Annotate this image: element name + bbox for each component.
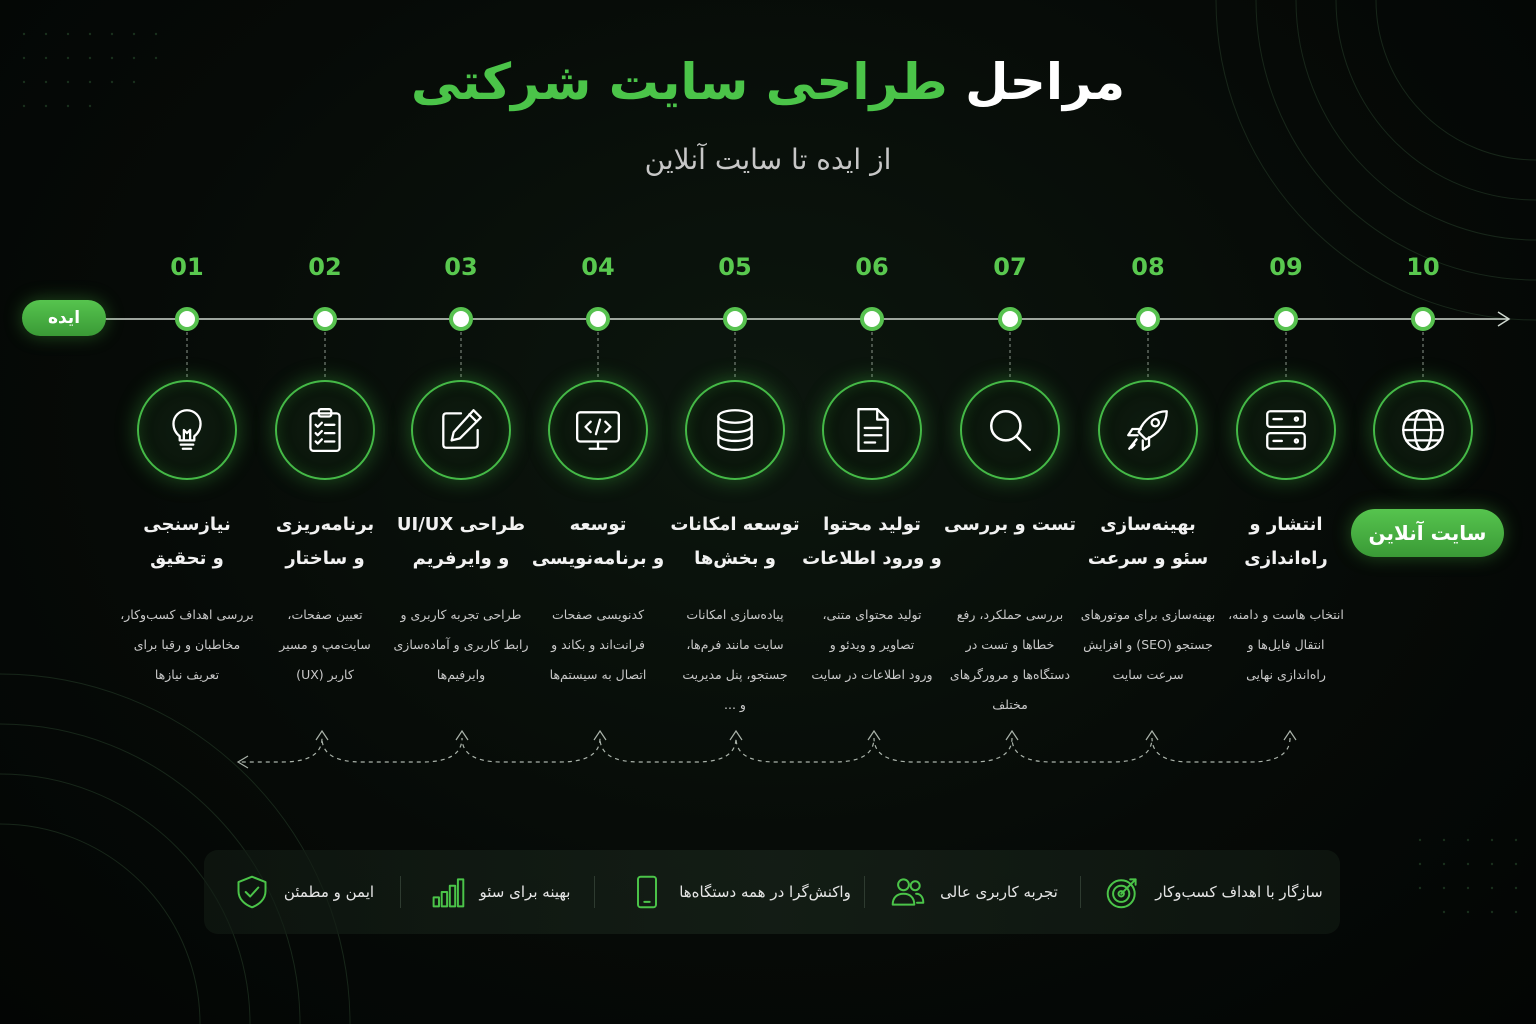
- step-icon-circle: [411, 380, 511, 480]
- step-description: تولید محتوای متنی، تصاویر و ویدئو و ورود اطلاعات در سایت: [811, 607, 933, 682]
- step-title: توسعه و برنامه‌نویسی: [531, 514, 665, 569]
- step-title: تست و بررسی: [943, 514, 1077, 535]
- step-title: نیازسنجی و تحقیق: [143, 514, 231, 569]
- benefit-item: [204, 850, 404, 934]
- target-icon: [1105, 874, 1141, 910]
- clipboard-icon: [300, 405, 350, 455]
- step-title: بهینه‌سازی سئو و سرعت: [1087, 514, 1209, 569]
- shield-check-icon: [234, 874, 270, 910]
- code-monitor-icon: [573, 405, 623, 455]
- step-icon-circle: [960, 380, 1060, 480]
- step-number: 04: [581, 253, 615, 281]
- benefit-separator: [864, 876, 865, 908]
- step-description: بهینه‌سازی برای موتورهای جستجو (SEO) و افزایش سرعت سایت: [1080, 607, 1216, 682]
- globe-icon: [1398, 405, 1448, 455]
- title-white-part: مراحل: [965, 53, 1126, 111]
- step-title: برنامه‌ریزی و ساختار: [275, 514, 375, 569]
- server-icon: [1261, 405, 1311, 455]
- start-label-pill: ایده: [22, 300, 106, 336]
- title-green-part: طراحی سایت شرکتی: [410, 53, 948, 111]
- search-icon: [985, 405, 1035, 455]
- benefit-label: بهینه برای سئو: [479, 883, 571, 901]
- return-path: [240, 738, 1290, 762]
- benefit-separator: [1080, 876, 1081, 908]
- step-icon-circle: [1373, 380, 1473, 480]
- step-icon-circle: [137, 380, 237, 480]
- mobile-icon: [629, 874, 665, 910]
- step-icon-circle: [1098, 380, 1198, 480]
- step-title: انتشار و راه‌اندازی: [1244, 514, 1328, 569]
- database-icon: [710, 405, 760, 455]
- step-description: تعیین صفحات، سایت‌مپ و مسیر کاربر (UX): [279, 607, 371, 682]
- benefit-item: [874, 850, 1074, 934]
- benefit-label: سازگار با اهداف کسب‌وکار: [1155, 883, 1323, 901]
- step-number: 10: [1406, 253, 1440, 281]
- benefits-bar: [204, 850, 1340, 934]
- benefit-item: [1114, 850, 1323, 934]
- step-icon-circle: [275, 380, 375, 480]
- step-icon-circle: [822, 380, 922, 480]
- step-description: انتخاب هاست و دامنه، انتقال فایل‌ها و راه‌اندازی نهایی: [1228, 607, 1344, 682]
- step-icon-circle: [1236, 380, 1336, 480]
- step-description: پیاده‌سازی امکانات سایت مانند فرم‌ها، جستجو، پنل مدیریت و ...: [682, 607, 788, 712]
- step-number: 07: [993, 253, 1027, 281]
- step-number: 03: [444, 253, 478, 281]
- step-description: کدنویسی صفحات فرانت‌اند و بکاند و اتصال به سیستم‌ها: [549, 607, 647, 682]
- rocket-icon: [1123, 405, 1173, 455]
- step-title: طراحی UI/UX و وایرفریم: [396, 514, 526, 569]
- benefit-label: واکنش‌گرا در همه دستگاه‌ها: [679, 883, 851, 901]
- edit-icon: [436, 405, 486, 455]
- document-icon: [847, 405, 897, 455]
- benefit-label: تجربه کاربری عالی: [940, 883, 1058, 901]
- benefit-item: [640, 850, 851, 934]
- step-number: 05: [718, 253, 752, 281]
- lightbulb-icon: [162, 405, 212, 455]
- step-description: بررسی اهداف کسب‌وکار، مخاطبان و رقبا برای تعریف نیازها: [120, 607, 254, 682]
- step-title: تولید محتوا و ورود اطلاعات: [802, 514, 942, 569]
- step-number: 08: [1131, 253, 1165, 281]
- step-number: 01: [170, 253, 204, 281]
- bar-chart-icon: [430, 874, 466, 910]
- step-icon-circle: [548, 380, 648, 480]
- step-title: توسعه امکانات و بخش‌ها: [670, 514, 800, 569]
- step-number: 06: [855, 253, 889, 281]
- benefit-label: ایمن و مطمئن: [283, 883, 375, 901]
- users-icon: [890, 874, 926, 910]
- step-number: 09: [1269, 253, 1303, 281]
- step-description: طراحی تجربه کاربری و رابط کاربری و آماده‌سازی وایرفیم‌ها: [393, 607, 529, 682]
- step-number: 02: [308, 253, 342, 281]
- step-icon-circle: [685, 380, 785, 480]
- page-subtitle: از ایده تا سایت آنلاین: [644, 143, 892, 176]
- step-description: بررسی حملکرد، رفع خطاها و تست در دستگاه‌ها و مرورگرهای مختلف: [949, 607, 1071, 712]
- page-title: [0, 44, 1536, 120]
- end-label-pill: سایت آنلاین: [1351, 509, 1504, 557]
- benefit-item: [400, 850, 600, 934]
